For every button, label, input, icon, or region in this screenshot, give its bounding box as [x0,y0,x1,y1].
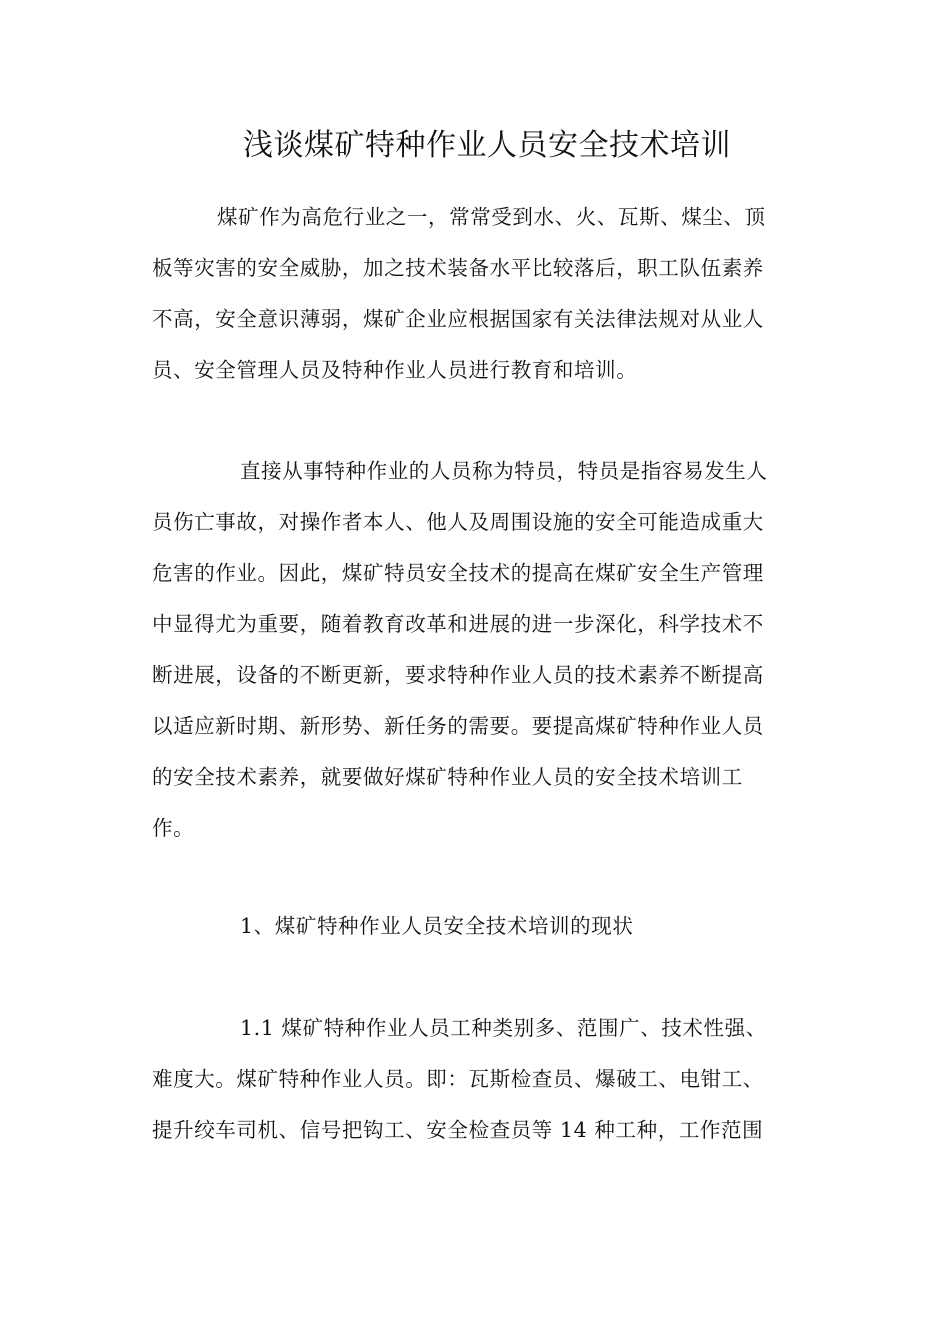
document-title: 浅谈煤矿特种作业人员安全技术培训 [243,128,731,163]
paragraph-line: 直接从事特种作业的人员称为特员，特员是指容易发生人 [240,459,768,483]
paragraph-line: 难度大。煤矿特种作业人员。即：瓦斯检查员、爆破工、电钳工、 [152,1067,764,1091]
paragraph-line: 作。 [152,816,195,840]
paragraph-line: 1.1 煤矿特种作业人员工种类别多、范围广、技术性强、 [240,1016,767,1040]
paragraph-line: 的安全技术素养，就要做好煤矿特种作业人员的安全技术培训工 [152,765,743,789]
paragraph-line: 中显得尤为重要，随着教育改革和进展的进一步深化，科学技术不 [152,612,764,636]
paragraph-line: 员伤亡事故，对操作者本人、他人及周围设施的安全可能造成重大 [152,510,764,534]
paragraph-line: 不高，安全意识薄弱，煤矿企业应根据国家有关法律法规对从业人 [152,307,764,331]
paragraph-line: 危害的作业。因此，煤矿特员安全技术的提高在煤矿安全生产管理 [152,561,764,585]
paragraph-line: 以适应新时期、新形势、新任务的需要。要提高煤矿特种作业人员 [152,714,764,738]
paragraph-line: 板等灾害的安全威胁，加之技术装备水平比较落后，职工队伍素养 [152,256,764,280]
paragraph-line: 断进展，设备的不断更新，要求特种作业人员的技术素养不断提高 [152,663,764,687]
paragraph-line: 员、安全管理人员及特种作业人员进行教育和培训。 [152,358,638,382]
paragraph-line: 提升绞车司机、信号把钩工、安全检查员等 14 种工种，工作范围 [152,1118,764,1142]
section-heading-line: 1、煤矿特种作业人员安全技术培训的现状 [240,914,634,938]
paragraph-line: 煤矿作为高危行业之一，常常受到水、火、瓦斯、煤尘、顶 [217,205,766,229]
